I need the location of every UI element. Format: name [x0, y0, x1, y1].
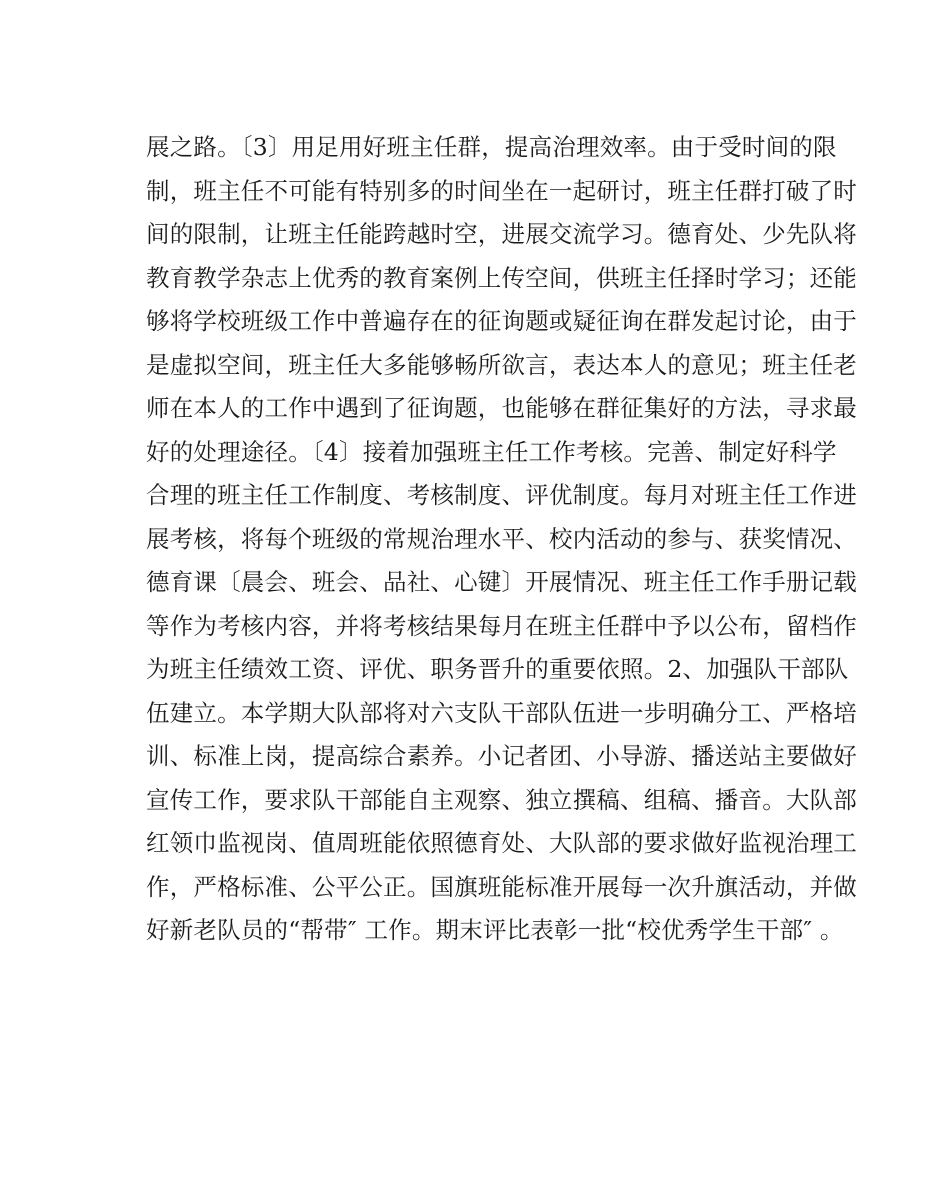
text-line: 合理的班主任工作制度、考核制度、评优制度。每月对班主任工作进	[146, 481, 857, 509]
text-line: 好的处理途径。〔4〕接着加强班主任工作考核。完善、制定好科学	[146, 437, 837, 466]
text-line: 伍建立。本学期大队部将对六支队干部队伍进一步明确分工、严格培	[146, 698, 857, 727]
text-line: 够将学校班级工作中普遍存在的征询题或疑征询在群发起讨论，由于	[146, 307, 857, 335]
text-line: 教育教学杂志上优秀的教育案例上传空间，供班主任择时学习；还能	[146, 263, 857, 292]
text-line: 宣传工作，要求队干部能自主观察、独立撰稿、组稿、播音。大队部	[146, 785, 857, 814]
text-line: 德育课〔晨会、班会、品社、心键〕开展情况、班主任工作手册记载	[146, 568, 857, 596]
text-line: 展之路。〔3〕用足用好班主任群，提高治理效率。由于受时间的限	[146, 133, 837, 161]
text-line: 训、标准上岗，提高综合素养。小记者团、小导游、播送站主要做好	[146, 742, 857, 770]
body-text	[146, 126, 857, 953]
text-line: 作，严格标准、公平公正。国旗班能标准开展每一次升旗活动，并做	[146, 872, 857, 901]
text-line: 为班主任绩效工资、评优、职务晋升的重要依照。2、加强队干部队	[146, 655, 849, 683]
text-line: 红领巾监视岗、值周班能依照德育处、大队部的要求做好监视治理工	[146, 829, 857, 857]
text-line: 是虚拟空间，班主任大多能够畅所欲言，表达本人的意见；班主任老	[146, 350, 857, 379]
text-line: 展考核，将每个班级的常规治理水平、校内活动的参与、获奖情况、	[146, 524, 857, 553]
text-line: 好新老队员的“帮带″ 工作。期末评比表彰一批“校优秀学生干部″ 。	[146, 916, 844, 944]
text-line: 间的限制，让班主任能跨越时空，进展交流学习。德育处、少先队将	[146, 220, 857, 248]
text-line: 等作为考核内容，并将考核结果每月在班主任群中予以公布，留档作	[146, 611, 857, 640]
text-line: 制，班主任不可能有特别多的时间坐在一起研讨，班主任群打破了时	[146, 176, 857, 205]
text-line: 师在本人的工作中遇到了征询题，也能够在群征集好的方法，寻求最	[146, 394, 857, 422]
